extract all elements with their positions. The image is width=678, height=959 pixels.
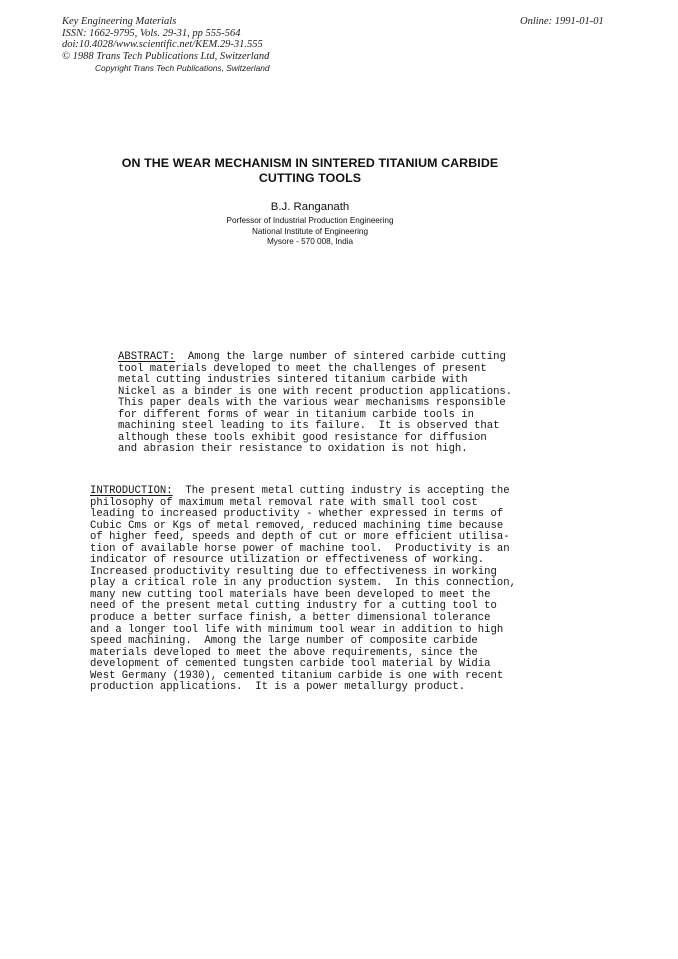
abstract-line: Nickel as a binder is one with recent production applications.	[118, 385, 513, 398]
intro-line: and a longer tool life with minimum tool wear in addition to high	[90, 623, 504, 636]
intro-line: production applications. It is a power metallurgy product.	[90, 681, 466, 694]
intro-line: Cubic Cms or Kgs of metal removed, reduced machining time because	[90, 519, 504, 532]
intro-line: materials developed to meet the above requirements, since the	[90, 646, 478, 659]
intro-line: Increased productivity resulting due to effectiveness in working	[90, 565, 497, 578]
title-line-2: CUTTING TOOLS	[258, 171, 362, 185]
abstract-line: machining steel leading to its failure. It is observed that	[118, 420, 500, 433]
publication-info	[62, 16, 269, 62]
introduction-section	[90, 486, 516, 694]
issn-line: ISSN: 1662-9795, Vols. 29-31, pp 555-564	[62, 27, 241, 39]
intro-line: The present metal cutting industry is accepting the	[172, 485, 510, 497]
online-date: Online: 1991-01-01	[520, 16, 604, 27]
abstract-line: for different forms of wear in titanium carbide tools in	[118, 408, 475, 421]
affiliation-line: National Institute of Engineering	[251, 226, 369, 236]
intro-line: produce a better surface finish, a better dimensional tolerance	[90, 612, 491, 625]
author-name: B.J. Ranganath	[270, 201, 350, 213]
abstract-line: although these tools exhibit good resistance for diffusion	[118, 431, 487, 444]
title-line-1: ON THE WEAR MECHANISM IN SINTERED TITANIUM CARBIDE	[121, 156, 499, 170]
intro-line: philosophy of maximum metal removal rate with small tool cost	[90, 496, 478, 509]
title-block	[80, 156, 540, 248]
abstract-line: tool materials developed to meet the challenges of present	[118, 362, 487, 375]
journal-name: Key Engineering Materials	[62, 16, 177, 27]
copyright-line: © 1988 Trans Tech Publications Ltd, Switzerland	[62, 50, 270, 62]
intro-line: development of cemented tungsten carbide tool material by Widia	[90, 658, 491, 671]
abstract-heading: ABSTRACT:	[118, 351, 176, 363]
author-affiliation	[80, 216, 540, 248]
affiliation-line: Porfessor of Industrial Production Engineering	[226, 216, 394, 225]
intro-line: leading to increased productivity - whether expressed in terms of	[90, 508, 504, 521]
intro-line: of higher feed, speeds and depth of cut or more efficient utilisa-	[90, 531, 510, 544]
abstract-line: and abrasion their resistance to oxidation is not high.	[118, 443, 468, 456]
intro-line: indicator of resource utilization or effectiveness of working.	[90, 554, 485, 567]
doi-line: doi:10.4028/www.scientific.net/KEM.29-31.555	[62, 39, 263, 51]
affiliation-line: Mysore - 570 008, India	[266, 237, 354, 247]
abstract-line: This paper deals with the various wear mechanisms responsible	[118, 397, 506, 410]
intro-line: speed machining. Among the large number of composite carbide	[90, 635, 478, 648]
copyright-notice: Copyright Trans Tech Publications, Switzerland	[95, 63, 270, 73]
abstract-line: metal cutting industries sintered titanium carbide with	[118, 374, 468, 387]
paper-title	[80, 156, 540, 186]
intro-line: play a critical role in any production system. In this connection,	[90, 577, 516, 590]
intro-line: need of the present metal cutting industry for a cutting tool to	[90, 600, 497, 613]
intro-line: tion of available horse power of machine tool. Productivity is an	[90, 542, 510, 555]
abstract-line: Among the large number of sintered carbide cutting	[175, 351, 506, 363]
introduction-heading: INTRODUCTION:	[90, 485, 173, 497]
intro-line: West Germany (1930), cemented titanium carbide is one with recent	[90, 669, 504, 682]
intro-line: many new cutting tool materials have been developed to meet the	[90, 588, 491, 601]
abstract-section	[118, 352, 512, 456]
